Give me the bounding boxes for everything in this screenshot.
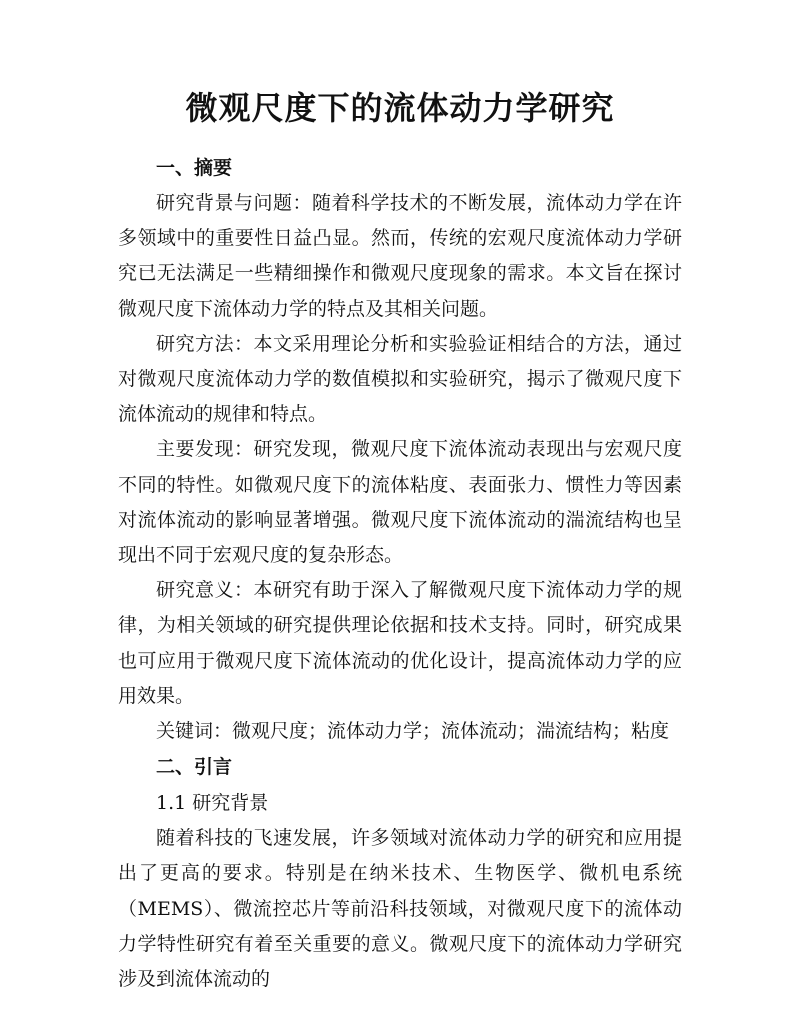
keywords-line: 关键词：微观尺度；流体动力学；流体流动；湍流结构；粘度 bbox=[156, 720, 670, 743]
intro-subheading: 1.1 研究背景 bbox=[156, 792, 269, 815]
abstract-significance-paragraph: 研究意义：本研究有助于深入了解微观尺度下流体动力学的规律，为相关领域的研究提供理论依据和技术支持。同时，研究成果也可应用于微观尺度下流体流动的优化设计，提高流体动力学的应用效果。 bbox=[118, 579, 682, 707]
abstract-background-paragraph: 研究背景与问题：随着科学技术的不断发展，流体动力学在许多领域中的重要性日益凸显。然而，传统的宏观尺度流体动力学研究已无法满足一些精细操作和微观尺度现象的需求。本文旨在探讨微观尺度下流体动力学的特点及其相关问题。 bbox=[118, 192, 682, 320]
abstract-findings-paragraph: 主要发现：研究发现，微观尺度下流体流动表现出与宏观尺度不同的特性。如微观尺度下的流体粘度、表面张力、惯性力等因素对流体流动的影响显著增强。微观尺度下流体流动的湍流结构也呈现出不同于宏观尺度的复杂形态。 bbox=[118, 438, 682, 567]
intro-heading: 二、引言 bbox=[156, 756, 233, 779]
abstract-heading: 一、摘要 bbox=[156, 157, 233, 179]
abstract-method-paragraph: 研究方法：本文采用理论分析和实验验证相结合的方法，通过对微观尺度流体动力学的数值模拟和实验研究，揭示了微观尺度下流体流动的规律和特点。 bbox=[118, 332, 682, 426]
document-title: 微观尺度下的流体动力学研究 bbox=[185, 89, 615, 127]
intro-paragraph: 随着科技的飞速发展，许多领域对流体动力学的研究和应用提出了更高的要求。特别是在纳米技术、生物医学、微机电系统（MEMS）、微流控芯片等前沿科技领域，对微观尺度下的流体动力学特性研究有着至关重要的意义。微观尺度下的流体动力学研究涉及到流体流动的 bbox=[118, 827, 682, 991]
